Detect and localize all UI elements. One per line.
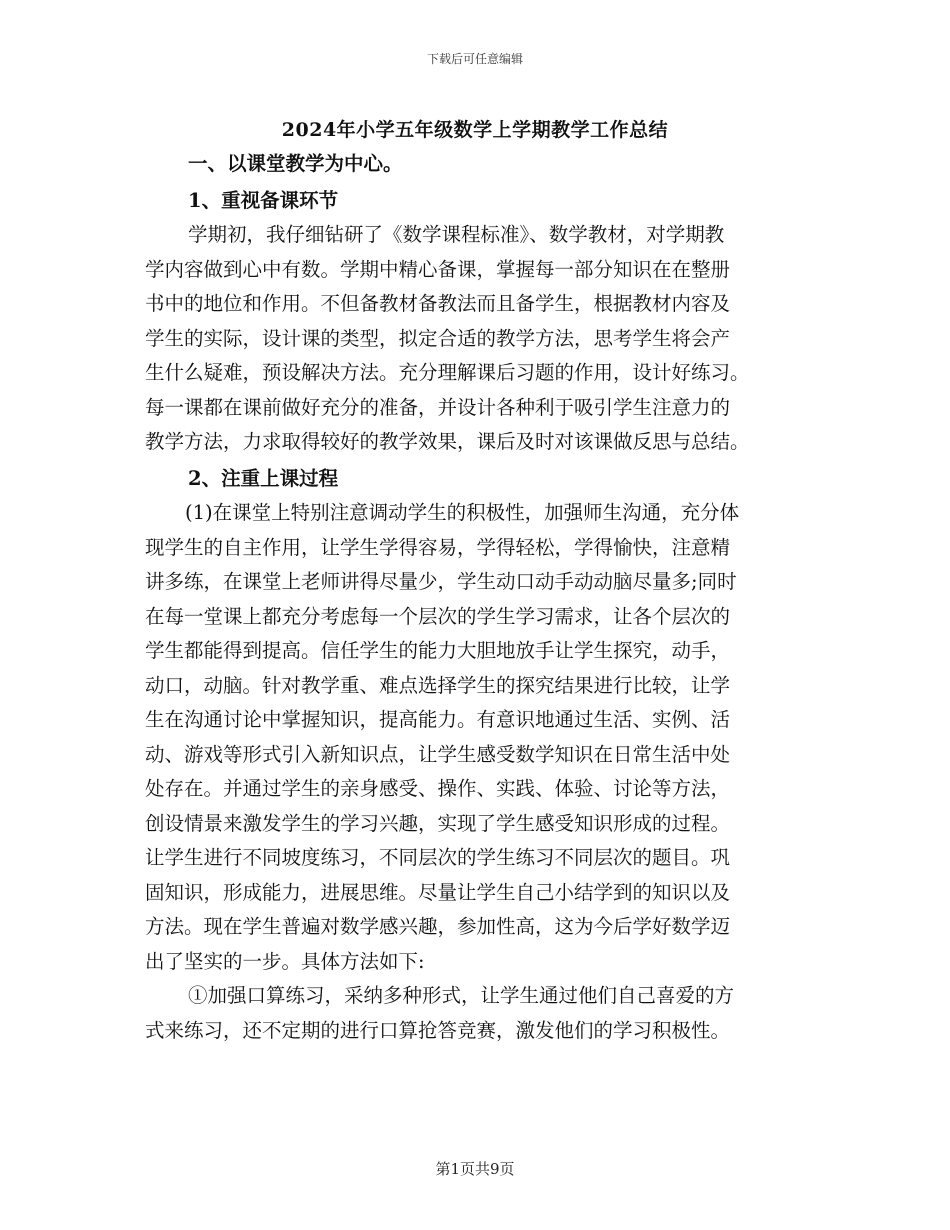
paragraph-line: 处存在。并通过学生的亲身感受、操作、实践、体验、讨论等方法， <box>145 777 731 800</box>
paragraph-2 <box>145 496 810 979</box>
paragraph-line: (1)在课堂上特别注意调动学生的积极性，加强师生沟通，充分体 <box>185 501 740 524</box>
paragraph-line: 式来练习，还不定期的进行口算抢答竞赛，激发他们的学习积极性。 <box>145 1018 731 1042</box>
paragraph-line: 学生都能得到提高。信任学生的能力大胆地放手让学生探究，动手， <box>145 639 731 662</box>
paragraph-line: 学内容做到心中有数。学期中精心备课，掌握每一部分知识在在整册 <box>145 257 731 281</box>
header-note: 下载后可任意编辑 <box>426 52 523 66</box>
paragraph-line: 书中的地位和作用。不但备教材备教法而且备学生，根据教材内容及 <box>145 292 731 315</box>
paragraph-line: 方法。现在学生普遍对数学感兴趣，参加性高，这为今后学好数学迈 <box>145 915 731 938</box>
page-number: 第1页共9页 <box>435 1160 515 1178</box>
paragraph-line: 在每一堂课上都充分考虑每一个层次的学生学习需求，让各个层次的 <box>145 604 731 628</box>
subsection-heading-1: 1、重视备课环节 <box>188 188 339 212</box>
paragraph-line: 固知识，形成能力，进展思维。尽量让学生自己小结学到的知识以及 <box>145 880 731 904</box>
paragraph-line: 创设情景来激发学生的学习兴趣，实现了学生感受知识形成的过程。 <box>145 811 731 835</box>
paragraph-line: 教学方法，力求取得较好的教学效果，课后及时对该课做反思与总结。 <box>145 430 750 453</box>
paragraph-line: 生什么疑难，预设解决方法。充分理解课后习题的作用，设计好练习。 <box>145 361 750 384</box>
paragraph-line: 每一课都在课前做好充分的准备，并设计各种利于吸引学生注意力的 <box>145 395 731 419</box>
paragraph-line: 动、游戏等形式引入新知识点，让学生感受数学知识在日常生活中处 <box>145 742 731 766</box>
paragraph-line: 让学生进行不同坡度练习，不同层次的学生练习不同层次的题目。巩 <box>145 846 731 869</box>
paragraph-3 <box>145 979 810 1048</box>
document-body <box>145 145 810 1048</box>
document-title: 2024年小学五年级数学上学期教学工作总结 <box>281 119 669 141</box>
paragraph-line: 学期初，我仔细钻研了《数学课程标准》、数学教材，对学期教 <box>188 223 725 246</box>
subsection-heading-2: 2、注重上课过程 <box>188 466 339 490</box>
section-heading-1: 一、以课堂教学为中心。 <box>188 152 403 175</box>
paragraph-line: 学生的实际，设计课的类型，拟定合适的教学方法，思考学生将会产 <box>145 326 731 350</box>
paragraph-line: 出了坚实的一步。具体方法如下: <box>145 949 425 973</box>
paragraph-line: 动口，动脑。针对教学重、难点选择学生的探究结果进行比较，让学 <box>145 673 731 697</box>
paragraph-line: 生在沟通讨论中掌握知识，提高能力。有意识地通过生活、实例、活 <box>145 708 731 731</box>
paragraph-line: ①加强口算练习，采纳多种形式，让学生通过他们自己喜爱的方 <box>188 984 735 1007</box>
paragraph-1 <box>145 218 810 460</box>
paragraph-line: 讲多练，在课堂上老师讲得尽量少，学生动口动手动动脑尽量多;同时 <box>145 570 737 593</box>
paragraph-line: 现学生的自主作用，让学生学得容易，学得轻松，学得愉快，注意精 <box>145 535 731 559</box>
